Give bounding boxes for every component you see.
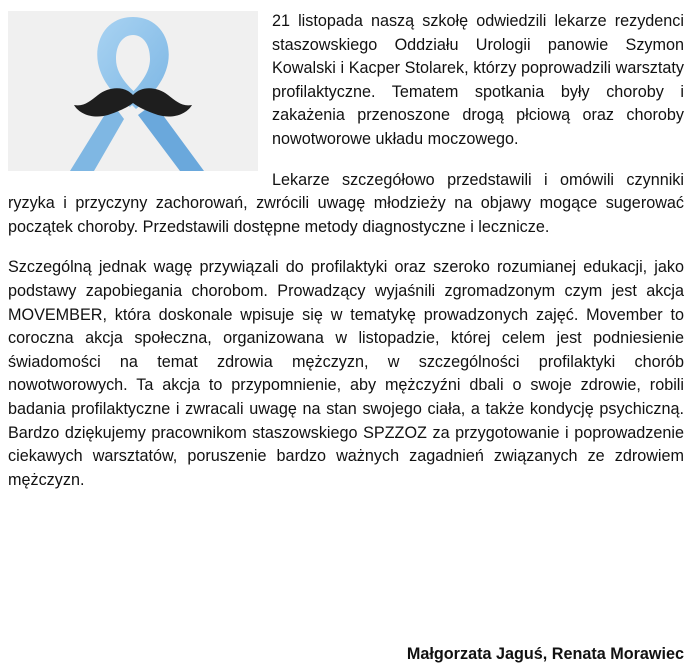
paragraph-movember: Szczególną jednak wagę przywiązali do profilaktyki oraz szeroko rozumianej edukacji, jako podstawy zapobiegania chorobom. Prowadzący wyjaśnili zgromadzonym czym jest akcja MOVEMBER, która doskonale wpisuje się w tematykę prowadzonych zajęć. Movember to coroczna akcja społeczna, organizowana w listopadzie, której celem jest podniesienie świadomości na temat zdrowia mężczyzn, w szczególności profilaktyki chorób nowotworowych. Ta akcja to przypomnienie, aby mężczyźni dbali o swoje zdrowie, robili badania profilaktyczne i zwracali uwagę na stan swojego ciała, a także kondycję psychiczną. Bardzo dziękujemy pracownikom staszowskiego SPZZOZ za przygotowanie i poprowadzenie ciekawych warsztatów, poruszenie bardzo ważnych zagadnień związanych ze zdrowiem mężczyzn.	[8, 258, 684, 489]
signature: Małgorzata Jaguś, Renata Morawiec	[406, 645, 684, 663]
paragraph-intro	[8, 10, 684, 152]
blue-ribbon-mustache-icon	[8, 11, 258, 171]
movember-ribbon-image	[8, 11, 258, 171]
paragraph-intro-text: 21 listopada naszą szkołę odwiedzili lekarze rezydenci staszowskiego Oddziału Urologii panowie Szymon Kowalski i Kacper Stolarek, którzy poprowadzili warsztaty profilaktyczne. Tematem spotkania były choroby i zakażenia przenoszone drogą płciową oraz choroby nowotworowe układu moczowego.	[272, 12, 684, 148]
article	[8, 10, 684, 492]
paragraph-doctors: Lekarze szczegółowo przedstawili i omówili czynniki ryzyka i przyczyny zachorowań, zwrócili uwagę młodzieży na objawy mogące sugerować początek choroby. Przedstawili dostępne metody diagnostyczne i lecznicze.	[8, 170, 684, 236]
